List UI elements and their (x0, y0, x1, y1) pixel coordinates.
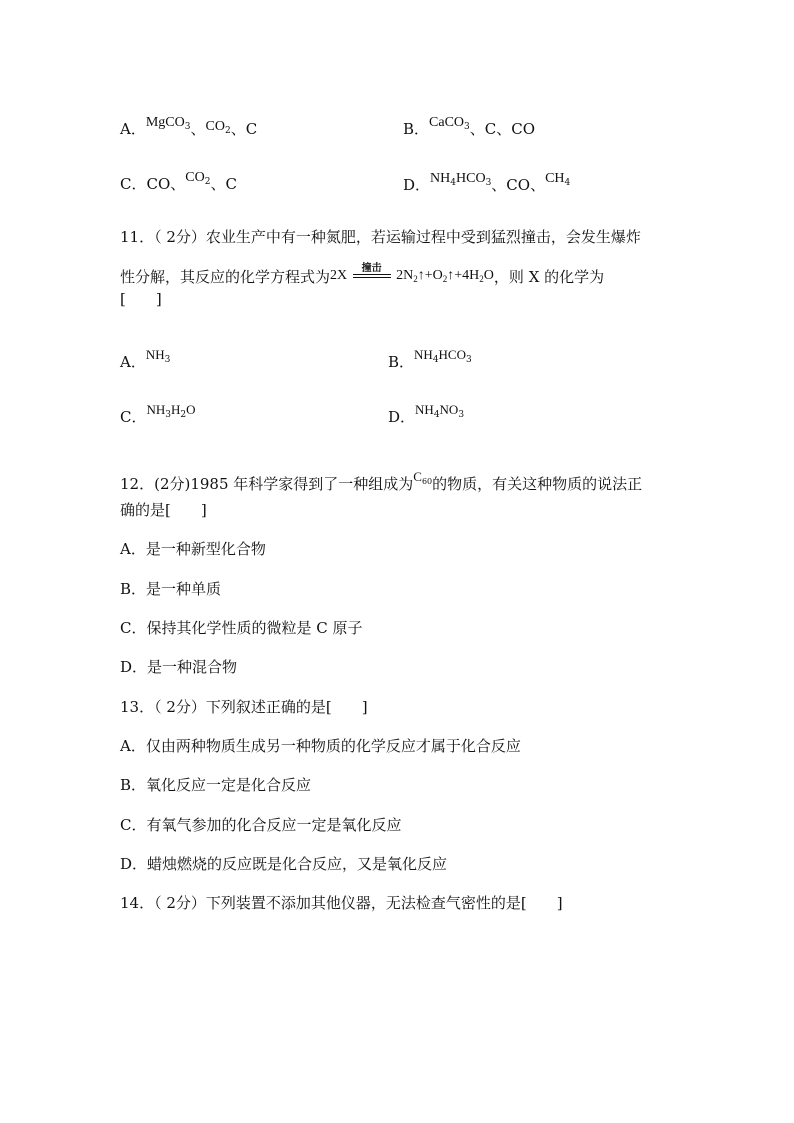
q12-option-a: A．是一种新型化合物 (120, 540, 266, 558)
q11-option-d: D．$NH_4NO_3$ (388, 402, 465, 426)
q11-option-b: B．$NH_4HCO_3$ (388, 347, 472, 371)
q11-equation: 2X 撞击 $2N_2↑+O_2↑+4H_2O$ (330, 263, 494, 284)
q12-option-b: B．是一种单质 (120, 580, 222, 598)
q13-option-b: B．氧化反应一定是化合反应 (120, 776, 312, 794)
q11-answer-bracket: [ ] (120, 290, 162, 308)
q10-option-d: D．$NH_4HCO_3$、CO、$CH_4$ (403, 171, 571, 194)
reaction-arrow-icon: 撞击 (351, 265, 393, 283)
q11-option-c: C．$NH_3H_2O$ (120, 402, 196, 426)
q14-stem: 14．（ 2分）下列装置不添加其他仪器，无法检查气密性的是[ ] (120, 894, 563, 912)
q11-stem-line2: 性分解，其反应的化学方程式为2X 撞击 $2N_2↑+O_2↑+4H_2O$，则 X 的化学为 (120, 263, 605, 286)
q10-option-b: B．CaCO$_3$、C、CO (403, 115, 536, 138)
q10-option-a: A．MgCO$_3$、$CO_2$、C (120, 115, 258, 138)
q10-option-c: C．CO、$CO_2$、C (120, 170, 237, 193)
q12-stem-line1: 12．(2分)1985 年科学家得到了一种组成为$C_{60}$的物质，有关这种物质的说法正 (120, 469, 643, 493)
q11-option-a: A．$NH_3$ (120, 347, 171, 371)
q12-stem-line2: 确的是[ ] (120, 501, 207, 519)
q13-option-d: D．蜡烛燃烧的反应既是化合反应，又是氧化反应 (120, 855, 448, 873)
q12-option-d: D．是一种混合物 (120, 658, 238, 676)
q13-option-a: A．仅由两种物质生成另一种物质的化学反应才属于化合反应 (120, 737, 521, 755)
q12-option-c: C．保持其化学性质的微粒是 C 原子 (120, 619, 363, 637)
q11-stem-line1: 11．（ 2分）农业生产中有一种氮肥，若运输过程中受到猛烈撞击，会发生爆炸 (120, 228, 641, 246)
q13-stem: 13．（ 2分）下列叙述正确的是[ ] (120, 698, 368, 716)
q13-option-c: C．有氧气参加的化合反应一定是氧化反应 (120, 816, 402, 834)
